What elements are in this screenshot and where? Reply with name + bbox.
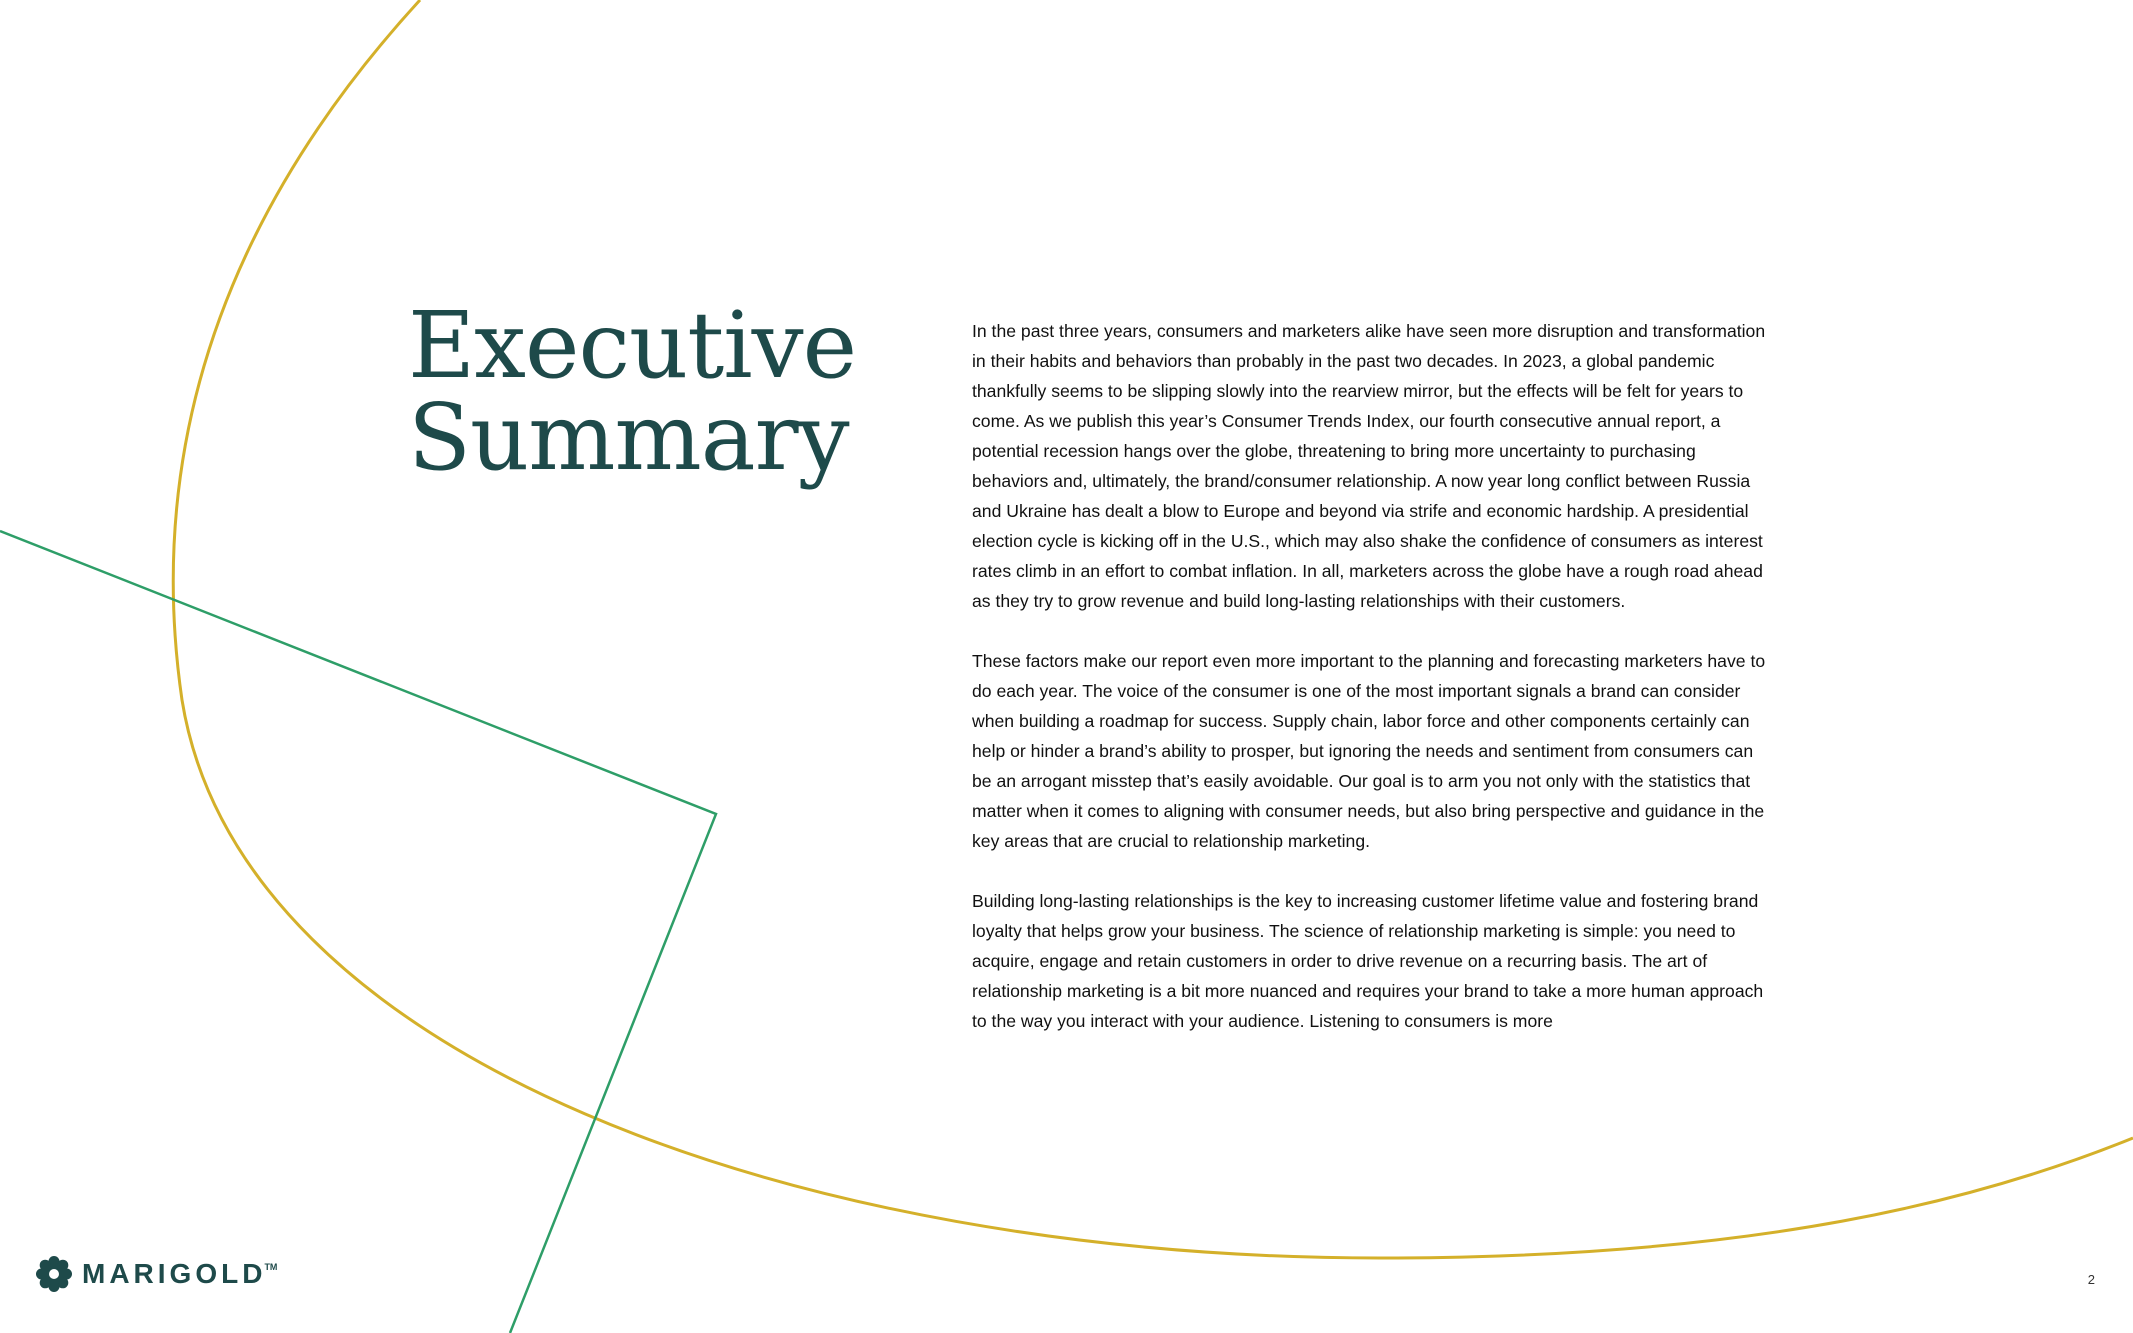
page-number: 2 <box>2087 1272 2095 1287</box>
marigold-logo <box>36 1256 277 1292</box>
paragraph-2: These factors make our report even more important to the planning and forecasting marketers have to do each year. The voice of the consumer is one of the most important signals a brand can consider when building a roadmap for success. Supply chain, labor force and other components certainly can help or hinder a brand’s ability to prosper, but ignoring the needs and sentiment from consumers can be an arrogant misstep that’s easily avoidable. Our goal is to arm you not only with the statistics that matter when it comes to aligning with consumer needs, but also bring perspective and guidance in the key areas that are crucial to relationship marketing. <box>972 651 1766 851</box>
logo-trademark: TM <box>264 1262 278 1272</box>
page-title <box>408 292 857 491</box>
body-text <box>972 316 1772 1066</box>
marigold-flower-icon <box>36 1256 72 1292</box>
logo-wordmark: MARIGOLD <box>82 1258 267 1289</box>
title-line-2: Summary <box>408 384 849 491</box>
green-line <box>0 531 716 1333</box>
title-line-1: Executive <box>408 292 857 399</box>
paragraph-1: In the past three years, consumers and marketers alike have seen more disruption and transformation in their habits and behaviors than probably in the past two decades. In 2023, a global pandemic thankfully seems to be slipping slowly into the rearview mirror, but the effects will be felt for years to come. As we publish this year’s Consumer Trends Index, our fourth consecutive annual report, a potential recession hangs over the globe, threatening to bring more uncertainty to purchasing behaviors and, ultimately, the brand/consumer relationship. A now year long conflict between Russia and Ukraine has dealt a blow to Europe and beyond via strife and economic hardship. A presidential election cycle is kicking off in the U.S., which may also shake the confidence of consumers as interest rates climb in an effort to combat inflation. In all, marketers across the globe have a rough road ahead as they try to grow revenue and build long-lasting relationships with their customers. <box>972 321 1766 611</box>
paragraph-3: Building long-lasting relationships is the key to increasing customer lifetime value and fostering brand loyalty that helps grow your business. The science of relationship marketing is simple: you need to acquire, engage and retain customers in order to drive revenue on a recurring basis. The art of relationship marketing is a bit more nuanced and requires your brand to take a more human approach to the way you interact with your audience. Listening to consumers is more <box>972 891 1764 1031</box>
